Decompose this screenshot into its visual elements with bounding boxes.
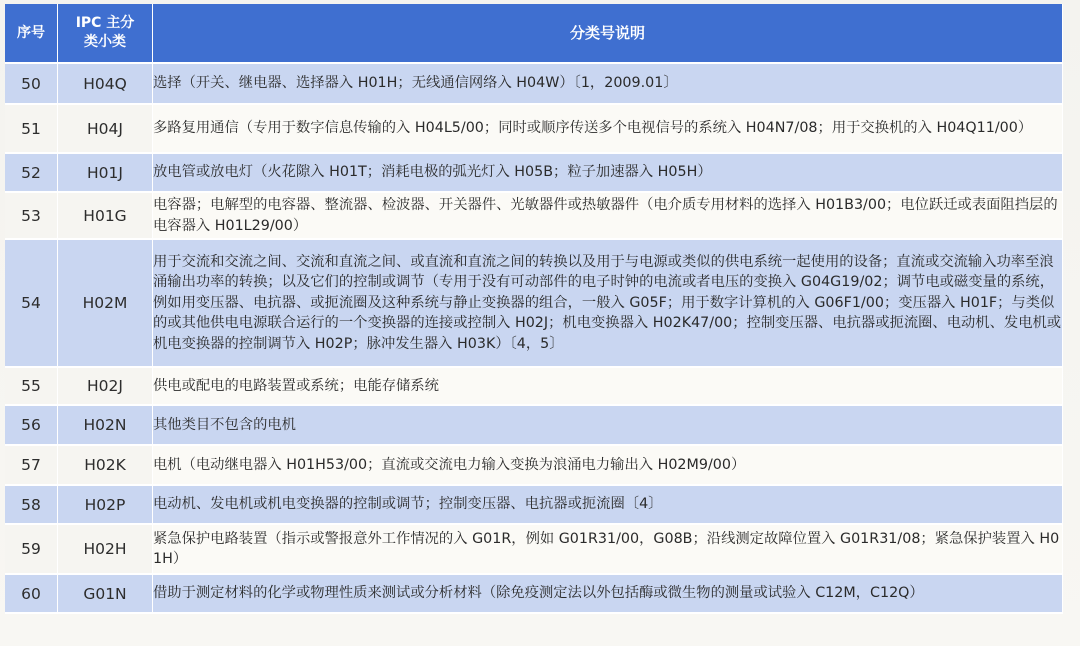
ipc-classification-table bbox=[5, 4, 1063, 614]
row-seq: 59 bbox=[5, 525, 58, 575]
row-ipc-code: H02M bbox=[58, 240, 153, 368]
row-description: 借助于测定材料的化学或物理性质来测试或分析材料（除免疫测定法以外包括酶或微生物的测量或试验入 C12M，C12Q） bbox=[153, 575, 1063, 614]
row-description: 紧急保护电路装置（指示或警报意外工作情况的入 G01R，例如 G01R31/00，G08B；沿线测定故障位置入 G01R31/08；紧急保护装置入 H01H） bbox=[153, 525, 1063, 575]
row-description: 其他类目不包含的电机 bbox=[153, 406, 1063, 446]
row-description: 电动机、发电机或机电变换器的控制或调节；控制变压器、电抗器或扼流圈〔4〕 bbox=[153, 486, 1063, 525]
header-seq: 序号 bbox=[5, 4, 58, 64]
row-seq: 53 bbox=[5, 193, 58, 240]
row-description: 选择（开关、继电器、选择器入 H01H；无线通信网络入 H04W）〔1，2009.01〕 bbox=[153, 64, 1063, 105]
row-ipc-code: H04J bbox=[58, 105, 153, 154]
row-ipc-code: H02K bbox=[58, 446, 153, 486]
row-ipc-code: H01J bbox=[58, 154, 153, 193]
row-seq: 60 bbox=[5, 575, 58, 614]
table-row bbox=[5, 193, 1063, 240]
table-row bbox=[5, 486, 1063, 525]
header-description: 分类号说明 bbox=[153, 4, 1063, 64]
row-description: 多路复用通信（专用于数字信息传输的入 H04L5/00；同时或顺序传送多个电视信号的系统入 H04N7/08；用于交换机的入 H04Q11/00） bbox=[153, 105, 1063, 154]
row-description: 用于交流和交流之间、交流和直流之间、或直流和直流之间的转换以及用于与电源或类似的供电系统一起使用的设备；直流或交流输入功率至浪涌输出功率的转换；以及它们的控制或调节（专用于没有可动部件的电子时钟的电流或者电压的变换入 G04G19/02；调节电或磁变量的系统，例如用变压器、电抗器、或扼流圈及这种系统与静止变换器的组合，一般入 G05F；用于数字计算机的入 G06F1/00；变压器入 H01F；与类似的或其他供电电源联合运行的一个变换器的连接或控制入 H02J；机电变换器入 H02K47/00；控制变压器、电抗器或扼流圈、电动机、发电机或机电变换器的控制调节入 H02P；脉冲发生器入 H03K）〔4，5〕 bbox=[153, 240, 1063, 368]
row-seq: 57 bbox=[5, 446, 58, 486]
table-row bbox=[5, 446, 1063, 486]
header-ipc-code bbox=[58, 4, 153, 64]
row-seq: 51 bbox=[5, 105, 58, 154]
table-row bbox=[5, 525, 1063, 575]
table-header-row bbox=[5, 4, 1063, 64]
row-ipc-code: H01G bbox=[58, 193, 153, 240]
table-row bbox=[5, 64, 1063, 105]
header-ipc-code-line2: 类小类 bbox=[84, 34, 126, 50]
row-ipc-code: H02P bbox=[58, 486, 153, 525]
table-row bbox=[5, 105, 1063, 154]
table-row bbox=[5, 240, 1063, 368]
row-seq: 58 bbox=[5, 486, 58, 525]
row-description: 供电或配电的电路装置或系统；电能存储系统 bbox=[153, 368, 1063, 406]
table-row bbox=[5, 575, 1063, 614]
table-row bbox=[5, 154, 1063, 193]
row-description: 电容器；电解型的电容器、整流器、检波器、开关器件、光敏器件或热敏器件（电介质专用材料的选择入 H01B3/00；电位跃迁或表面阻挡层的电容器入 H01L29/00） bbox=[153, 193, 1063, 240]
row-ipc-code: H02H bbox=[58, 525, 153, 575]
row-ipc-code: H02J bbox=[58, 368, 153, 406]
row-ipc-code: G01N bbox=[58, 575, 153, 614]
row-seq: 55 bbox=[5, 368, 58, 406]
row-seq: 52 bbox=[5, 154, 58, 193]
table-row bbox=[5, 406, 1063, 446]
row-seq: 56 bbox=[5, 406, 58, 446]
row-description: 放电管或放电灯（火花隙入 H01T；消耗电极的弧光灯入 H05B；粒子加速器入 H05H） bbox=[153, 154, 1063, 193]
header-ipc-code-line1: IPC 主分 bbox=[75, 15, 135, 31]
row-description: 电机（电动继电器入 H01H53/00；直流或交流电力输入变换为浪涌电力输出入 H02M9/00） bbox=[153, 446, 1063, 486]
row-ipc-code: H04Q bbox=[58, 64, 153, 105]
row-seq: 54 bbox=[5, 240, 58, 368]
row-ipc-code: H02N bbox=[58, 406, 153, 446]
table-row bbox=[5, 368, 1063, 406]
row-seq: 50 bbox=[5, 64, 58, 105]
